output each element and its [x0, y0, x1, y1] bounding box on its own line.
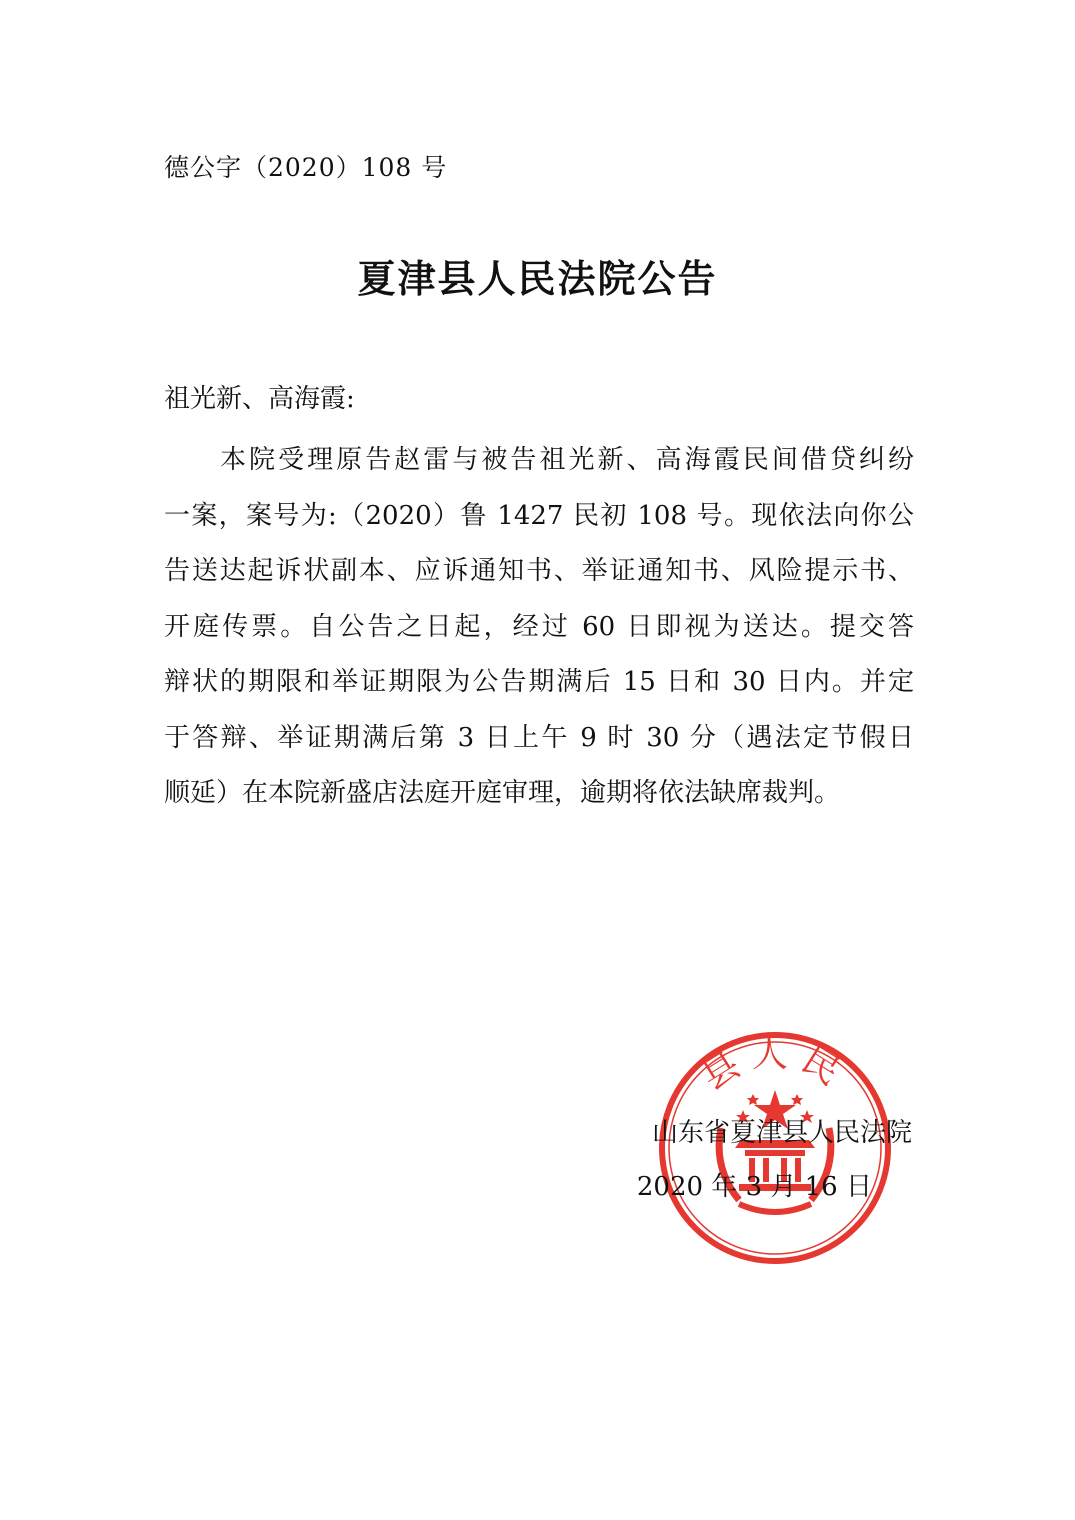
body-line: 于答辩、举证期满后第 3 日上午 9 时 30 分（遇法定节假日: [164, 722, 914, 753]
addressee: 祖光新、高海霞:: [164, 384, 355, 414]
signature-court-name: 山东省夏津县人民法院: [651, 1118, 912, 1148]
document-number: 德公字（2020）108 号: [164, 153, 448, 182]
body-line: 告送达起诉状副本、应诉通知书、举证通知书、风险提示书、: [164, 556, 914, 586]
signature-date: 2020 年 3 月 16 日: [636, 1172, 872, 1202]
seal-text: 县人民: [694, 1034, 856, 1099]
announcement-body: [164, 433, 914, 822]
body-line: 辩状的期限和举证期限为公告期满后 15 日和 30 日内。并定: [164, 667, 914, 697]
body-line: 开庭传票。自公告之日起，经过 60 日即视为送达。提交答: [164, 611, 914, 642]
body-line: 顺延）在本院新盛店法庭开庭审理，逾期将依法缺席裁判。: [164, 778, 841, 808]
page-title: 夏津县人民法院公告: [357, 257, 718, 301]
svg-text:县人民: [695, 1034, 855, 1098]
body-line: 本院受理原告赵雷与被告祖光新、高海霞民间借贷纠纷: [220, 445, 914, 475]
body-line: 一案，案号为:（2020）鲁 1427 民初 108 号。现依法向你公: [164, 500, 914, 531]
